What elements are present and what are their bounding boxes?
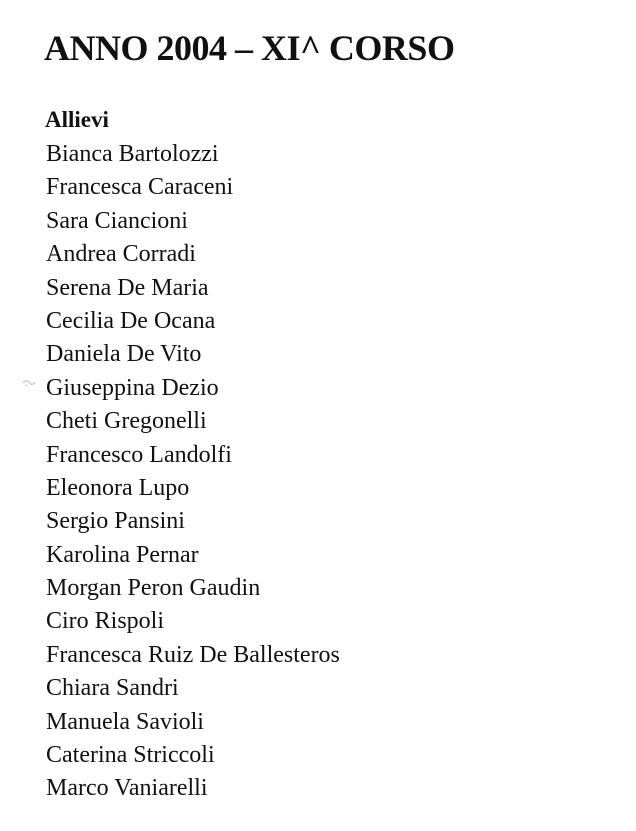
student-name: Morgan Peron Gaudin xyxy=(46,575,261,602)
student-name: Marco Vaniarelli xyxy=(46,775,208,802)
student-name: Chiara Sandri xyxy=(46,675,179,702)
pencil-mark-icon xyxy=(22,378,36,388)
student-name: Giuseppina Dezio xyxy=(46,374,219,401)
student-name: Francesca Caraceni xyxy=(46,174,234,201)
student-name: Cecilia De Ocana xyxy=(46,307,216,334)
student-name: Karolina Pernar xyxy=(46,541,199,568)
student-name: Ciro Rispoli xyxy=(46,608,165,635)
page-title: ANNO 2004 – XI^ CORSO xyxy=(44,28,455,68)
student-name: Manuela Savioli xyxy=(46,708,204,735)
student-name: Sergio Pansini xyxy=(46,508,185,535)
student-name: Eleonora Lupo xyxy=(46,474,190,501)
student-name: Andrea Corradi xyxy=(46,241,196,268)
student-list xyxy=(46,138,340,806)
student-name: Serena De Maria xyxy=(46,274,209,301)
student-name: Francesco Landolfi xyxy=(46,441,232,468)
student-name: Cheti Gregonelli xyxy=(46,408,207,435)
student-name: Bianca Bartolozzi xyxy=(46,141,219,167)
section-heading-allievi: Allievi xyxy=(45,107,109,132)
student-name: Caterina Striccoli xyxy=(46,742,215,769)
student-name: Daniela De Vito xyxy=(46,341,202,368)
student-name: Sara Ciancioni xyxy=(46,207,188,234)
student-name: Francesca Ruiz De Ballesteros xyxy=(46,641,340,668)
